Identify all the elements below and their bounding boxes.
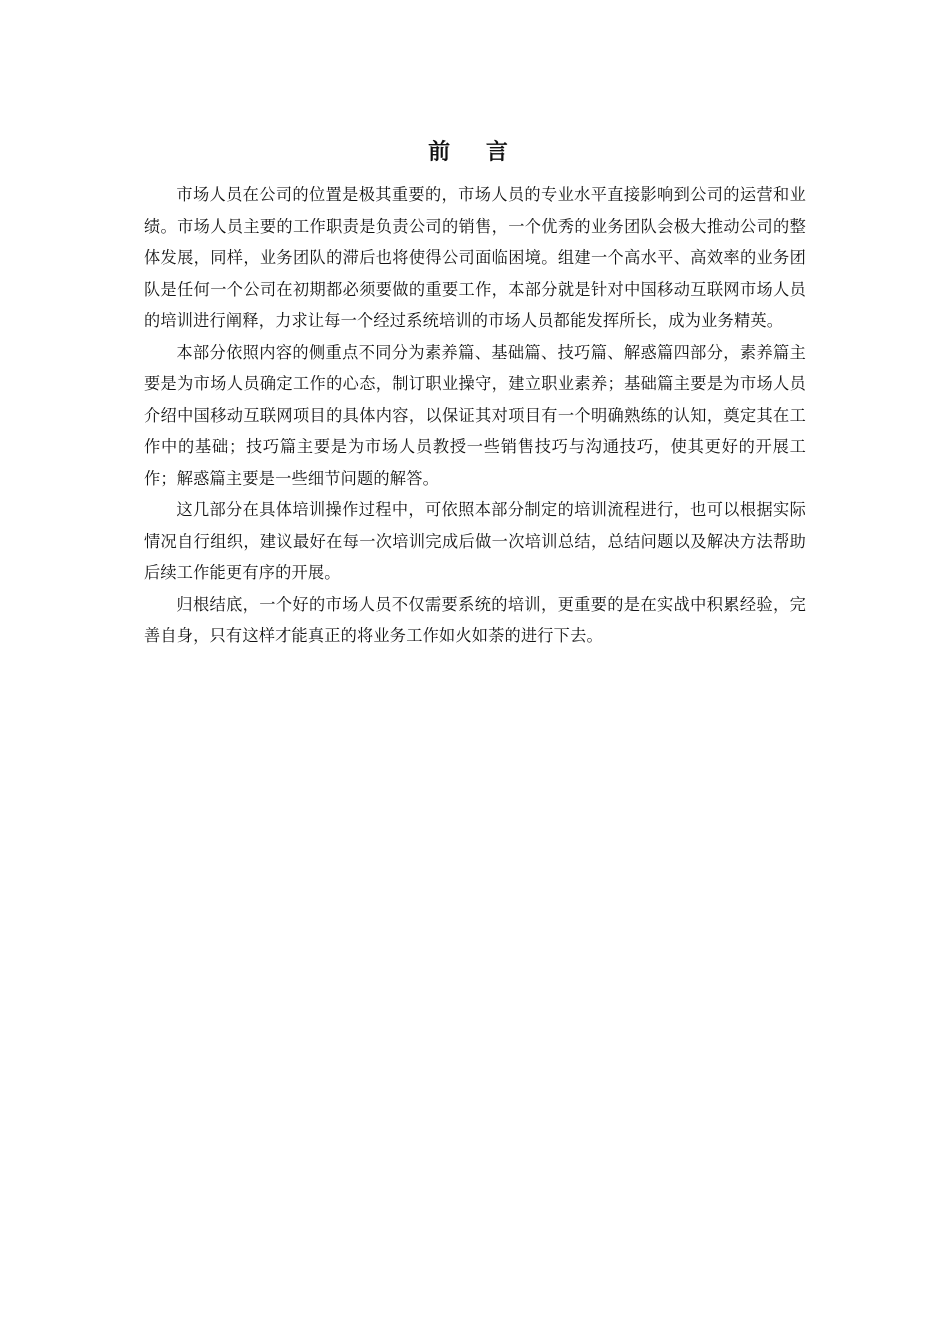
page-title: 前 言 (428, 139, 522, 165)
paragraph-4: 归根结底，一个好的市场人员不仅需要系统的培训，更重要的是在实战中积累经验，完善自身，只有这样才能真正的将业务工作如火如荼的进行下去。 (144, 594, 806, 645)
paragraph-2: 本部分依照内容的侧重点不同分为素养篇、基础篇、技巧篇、解惑篇四部分，素养篇主要是为市场人员确定工作的心态，制订职业操守，建立职业素养；基础篇主要是为市场人员介绍中国移动互联网项目的具体内容，以保证其对项目有一个明确熟练的认知，奠定其在工作中的基础；技巧篇主要是为市场人员教授一些销售技巧与沟通技巧，使其更好的开展工作；解惑篇主要是一些细节问题的解答。 (144, 342, 806, 488)
paragraph-3: 这几部分在具体培训操作过程中，可依照本部分制定的培训流程进行，也可以根据实际情况自行组织，建议最好在每一次培训完成后做一次培训总结，总结问题以及解决方法帮助后续工作能更有序的开展。 (144, 500, 806, 582)
paragraph-1: 市场人员在公司的位置是极其重要的，市场人员的专业水平直接影响到公司的运营和业绩。市场人员主要的工作职责是负责公司的销售，一个优秀的业务团队会极大推动公司的整体发展，同样，业务团队的滞后也将使得公司面临困境。组建一个高水平、高效率的业务团队是任何一个公司在初期都必须要做的重要工作，本部分就是针对中国移动互联网市场人员的培训进行阐释，力求让每一个经过系统培训的市场人员都能发挥所长，成为业务精英。 (144, 185, 806, 330)
preface-body (144, 179, 806, 652)
